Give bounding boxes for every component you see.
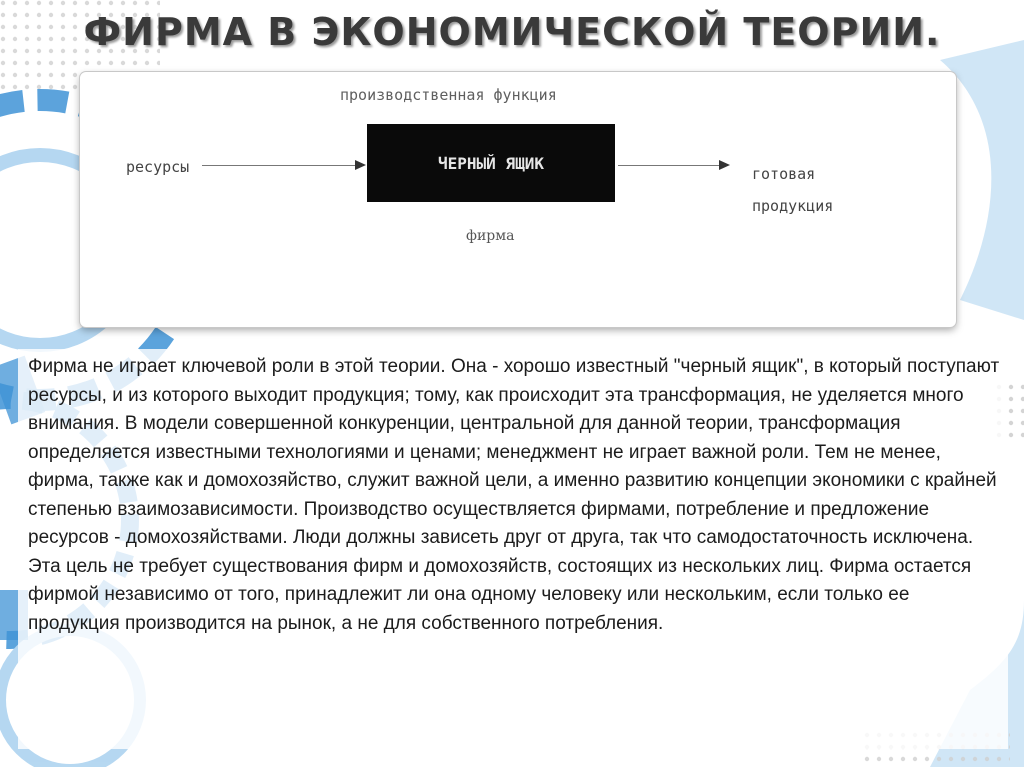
input-resources-label: ресурсы [126,158,190,176]
output-label [752,158,892,222]
input-arrow [202,165,364,166]
black-box-label: ЧЕРНЫЙ ЯЩИК [438,153,544,173]
slide-title: ФИРМА В ЭКОНОМИЧЕСКОЙ ТЕОРИИ. [83,10,941,54]
firm-caption: фирма [466,228,515,244]
body-text-box [18,349,1008,749]
output-arrow [618,165,728,166]
black-box-diagram [80,72,956,327]
black-box [367,124,615,202]
output-label-line2: продукция [752,197,834,215]
output-label-line1: готовая [752,165,816,183]
body-paragraph: Фирма не играет ключевой роли в этой теории. Она - хорошо известный "черный ящик", в который поступают ресурсы, и из которого выходит продукция; тому, как происходит эта трансформация, не уделяется много внимания. В модели совершенной конкуренции, центральной для данной теории, трансформация определяется известными технологиями и ценами; менеджмент не играет важной роли. Тем не менее, фирма, также как и домохозяйство, служит важной цели, а именно развитию концепции экономики с крайней степенью взаимозависимости. Производство осуществляется фирмами, потребление и предложение ресурсов - домохозяйствами. Люди должны зависеть друг от друга, так что самодостаточность исключена. Эта цель не требует существования фирм и домохозяйств, состоящих из нескольких лиц. Фирма остается фирмой независимо от того, принадлежит ли она одному человеку или нескольким, если только ее продукция производится на рынок, а не для собственного потребления. [28,356,1000,634]
production-function-label: производственная функция [340,86,557,104]
